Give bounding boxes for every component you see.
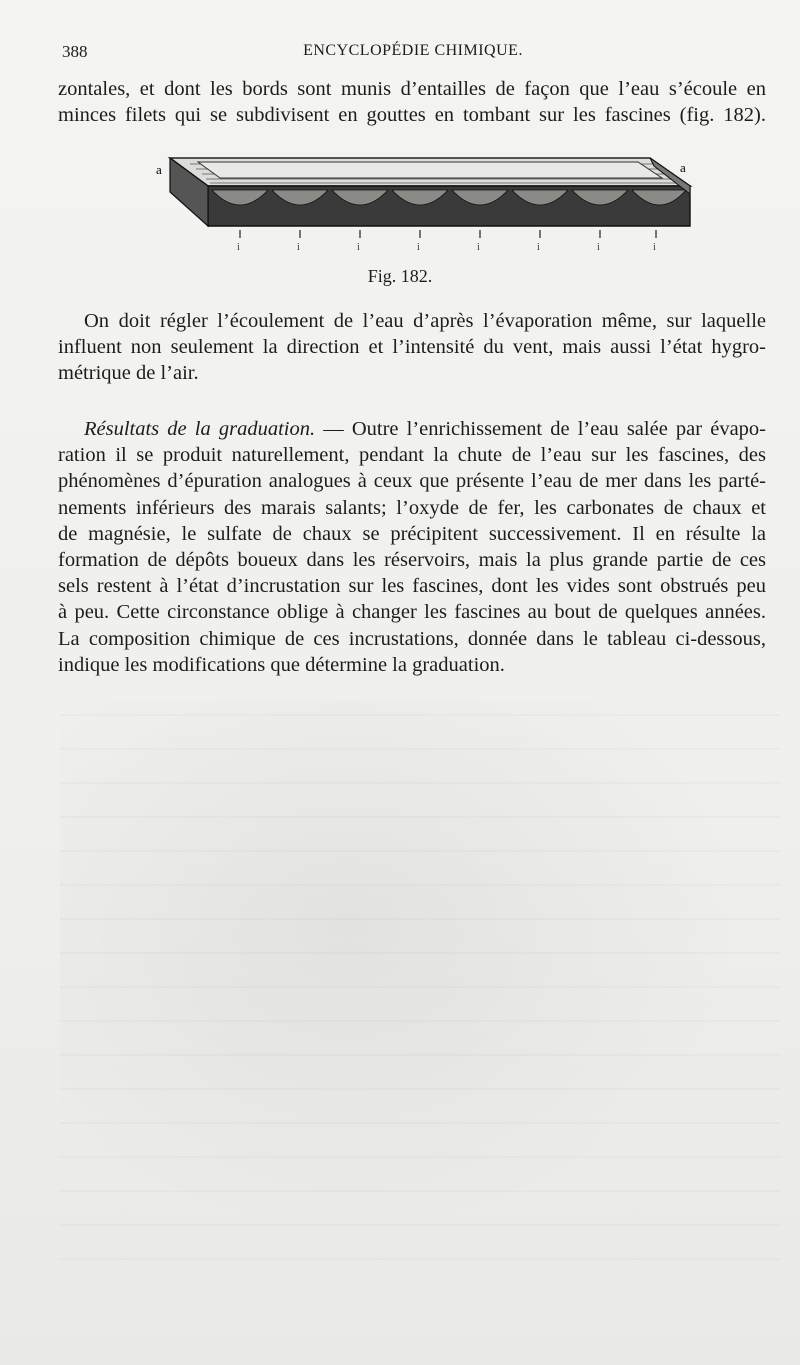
drip-mark: i (237, 242, 240, 253)
text-line: métrique de l’air. (58, 362, 199, 385)
page-number: 388 (62, 42, 88, 61)
drip-mark: i (537, 242, 540, 253)
text-line: influent non seulement la direction et l’intensité du vent, mais aussi l’état hygro- (58, 336, 766, 359)
drip-mark: i (653, 242, 656, 253)
running-title: ENCYCLOPÉDIE CHIMIQUE. (303, 42, 523, 59)
text-line (58, 416, 766, 442)
text-line: à peu. Cette circonstance oblige à changer les fascines au bout de quelques années. (58, 601, 766, 624)
drip-mark: i (597, 242, 600, 253)
text-line: On doit régler l’écoulement de l’eau d’après l’évaporation même, sur laquelle (84, 310, 766, 332)
drip-mark: i (417, 242, 420, 253)
text-line: formation de dépôts boueux dans les réservoirs, mais la plus grande partie de ces (58, 549, 766, 572)
paragraph-1 (58, 76, 766, 128)
section-lead: Résultats de la graduation. (84, 418, 316, 440)
drip-mark: i (357, 242, 360, 253)
label-a-right: a (680, 160, 686, 175)
text-fragment: — Outre l’enrichissement de l’eau salée par évapo- (315, 418, 766, 440)
page-header (62, 42, 764, 68)
label-a-left: a (156, 162, 162, 177)
text-line: ration il se produit naturellement, pendant la chute de l’eau sur les fascines, des (58, 444, 766, 467)
drip-mark: i (297, 242, 300, 253)
paragraph-3 (58, 416, 766, 678)
drip-mark: i (477, 242, 480, 253)
text-line: de magnésie, le sulfate de chaux se précipitent successivement. Il en résulte la (58, 522, 766, 545)
figure-caption: Fig. 182. (367, 266, 433, 286)
trough-engraving (150, 148, 700, 258)
text-line: indique les modifications que détermine la graduation. (58, 653, 505, 676)
figure-182 (150, 148, 700, 258)
text-line: zontales, et dont les bords sont munis d’entailles de façon que l’eau s’écoule en (58, 78, 766, 100)
text-line: minces filets qui se subdivisent en gouttes en tombant sur les fascines (fig. 182). (58, 104, 766, 127)
text-line: sels restent à l’état d’incrustation sur les fascines, dont les vides sont obstrués peu (58, 575, 766, 598)
text-line: La composition chimique de ces incrustations, donnée dans le tableau ci-dessous, (58, 627, 766, 650)
bleed-through-shadow (60, 700, 780, 1260)
text-line: phénomènes d’épuration analogues à ceux que présente l’eau de mer dans les parté- (58, 470, 766, 493)
paragraph-2 (58, 308, 766, 387)
text-line: nements inférieurs des marais salants; l’oxyde de fer, les carbonates de chaux et (58, 496, 766, 519)
